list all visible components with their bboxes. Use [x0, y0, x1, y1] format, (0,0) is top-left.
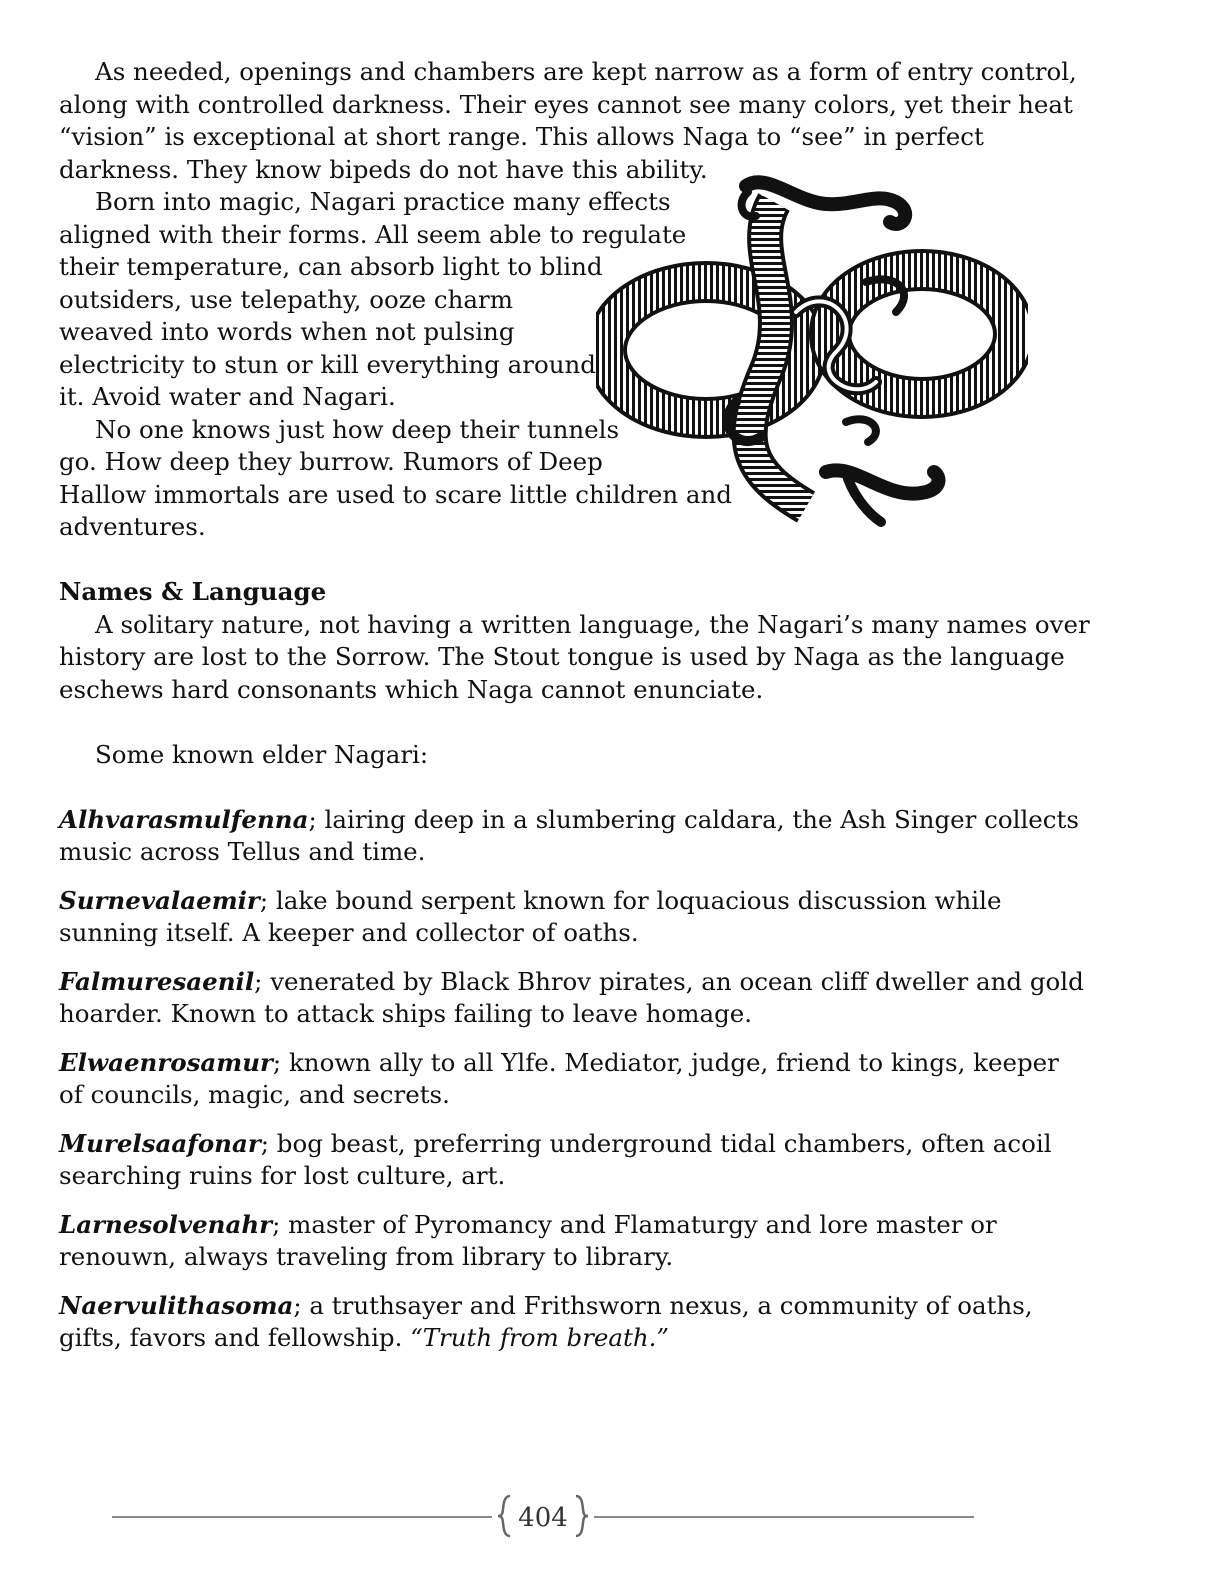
intro-line: it. Avoid water and Nagari.	[59, 382, 396, 411]
spacer	[59, 544, 1049, 577]
intro-line: No one knows just how deep their tunnels	[95, 414, 620, 444]
serpent-knot-icon	[596, 172, 1028, 532]
section-line: A solitary nature, not having a written language, the Nagari’s many names over	[95, 609, 1090, 639]
nagari-desc: of councils, magic, and secrets.	[59, 1080, 450, 1109]
page-footer	[112, 1490, 974, 1546]
nagari-entry	[59, 1290, 1049, 1355]
intro-line: go. How deep they burrow. Rumors of Deep	[59, 447, 603, 476]
footer-rule	[594, 1516, 974, 1518]
intro-line: As needed, openings and chambers are kept narrow as a form of entry control,	[95, 57, 1077, 86]
nagari-name: Naervulithasoma	[59, 1290, 294, 1320]
nagari-name: Murelsaafonar	[59, 1128, 261, 1158]
intro-line: Born into magic, Nagari practice many effects	[95, 187, 671, 216]
intro-line: outsiders, use telepathy, ooze charm	[59, 284, 513, 314]
intro-line: “vision” is exceptional at short range. This allows Naga to “see” in perfect	[59, 122, 984, 151]
nagari-desc: sunning itself. A keeper and collector of oaths.	[59, 918, 639, 947]
intro-line: weaved into words when not pulsing	[59, 317, 515, 346]
nagari-entry	[59, 966, 1084, 1031]
nagari-entry	[59, 804, 1079, 869]
list-intro: Some known elder Nagari:	[95, 739, 429, 769]
nagari-desc: searching ruins for lost culture, art.	[59, 1161, 506, 1190]
nagari-name: Larnesolvenahr	[59, 1209, 273, 1239]
section-line: history are lost to the Sorrow. The Stout tongue is used by Naga as the language	[59, 642, 1065, 671]
nagari-name: Surnevalaemir	[59, 885, 260, 915]
nagari-desc: renouwn, always traveling from library to library.	[59, 1242, 674, 1271]
nagari-entry	[59, 1209, 1049, 1274]
nagari-desc: ; lake bound serpent known for loquacious discussion while	[259, 885, 1002, 915]
section-heading: Names & Language	[59, 577, 327, 606]
right-brace-icon	[574, 1494, 590, 1538]
nagari-quote: “Truth from breath.”	[410, 1323, 669, 1352]
intro-line: electricity to stun or kill everything around	[59, 349, 596, 379]
nagari-desc: hoarder. Known to attack ships failing to leave homage.	[59, 999, 753, 1028]
nagari-entry	[59, 885, 1049, 950]
nagari-desc: ; venerated by Black Bhrov pirates, an ocean cliff dweller and gold	[254, 966, 1084, 996]
intro-line: along with controlled darkness. Their eyes cannot see many colors, yet their heat	[59, 89, 1073, 119]
spacer	[59, 771, 1049, 804]
nagari-desc: music across Tellus and time.	[59, 837, 426, 866]
nagari-desc: ; lairing deep in a slumbering caldara, the Ash Singer collects	[308, 804, 1079, 834]
nagari-name: Alhvarasmulfenna	[59, 804, 309, 834]
intro-line: adventures.	[59, 512, 206, 541]
nagari-desc: gifts, favors and fellowship.	[59, 1323, 411, 1352]
section-line: eschews hard consonants which Naga cannot enunciate.	[59, 674, 764, 704]
spacer	[59, 706, 1049, 739]
nagari-name: Elwaenrosamur	[59, 1047, 273, 1077]
nagari-entry	[59, 1128, 1052, 1193]
nagari-desc: ; master of Pyromancy and Flamaturgy and lore master or	[272, 1209, 997, 1239]
nagari-desc: ; bog beast, preferring underground tidal chambers, often acoil	[260, 1128, 1052, 1158]
intro-line: darkness. They know bipeds do not have this ability.	[59, 154, 708, 184]
page-number: 404	[518, 1503, 568, 1533]
nagari-name: Falmuresaenil	[59, 966, 255, 996]
footer-rule	[112, 1516, 492, 1518]
nagari-desc: ; known ally to all Ylfe. Mediator, judge, friend to kings, keeper	[272, 1047, 1059, 1077]
intro-line: their temperature, can absorb light to blind	[59, 252, 603, 281]
intro-line: aligned with their forms. All seem able to regulate	[59, 219, 687, 249]
nagari-desc: ; a truthsayer and Frithsworn nexus, a community of oaths,	[293, 1290, 1033, 1320]
intro-line: Hallow immortals are used to scare little children and	[59, 479, 732, 509]
nagari-entry	[59, 1047, 1059, 1112]
